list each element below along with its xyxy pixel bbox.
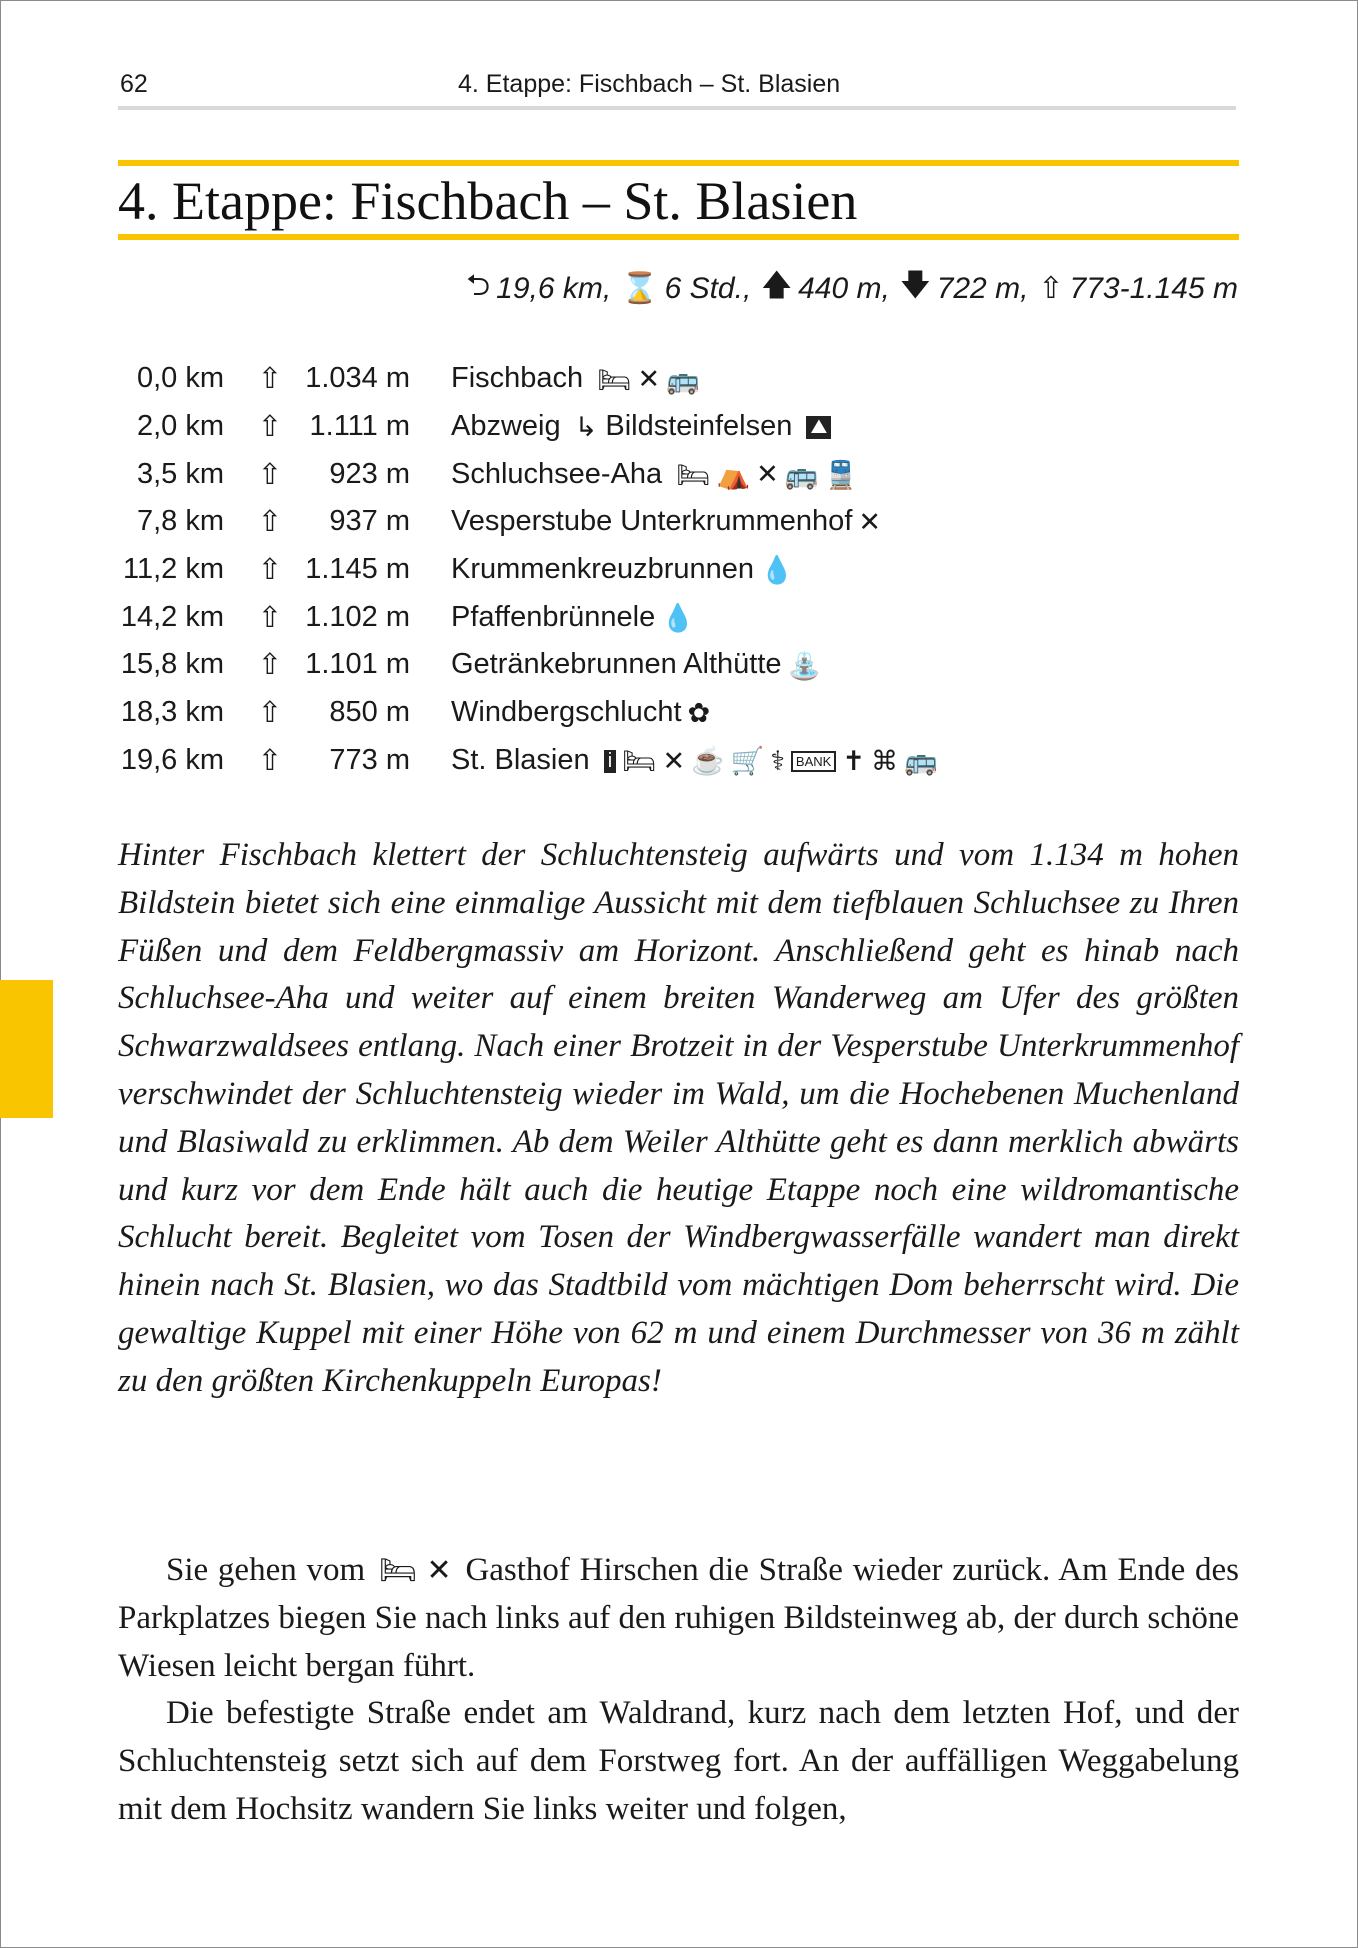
viewpoint-icon: ⛰ — [806, 416, 831, 439]
running-title: 4. Etappe: Fischbach – St. Blasien — [458, 70, 841, 98]
table-row — [118, 689, 938, 737]
place-name: Windbergschlucht — [451, 696, 682, 729]
arrow-down-icon: 🡇 — [899, 269, 931, 302]
table-row — [118, 641, 938, 689]
altitude-icon: ⇧ — [257, 697, 282, 730]
restaurant-icon: ✕ — [858, 507, 881, 538]
row-altitude: 1.034 m — [305, 362, 410, 395]
cafe-icon: ☕ — [691, 746, 725, 777]
place-name: Pfaffenbrünnele — [451, 600, 656, 633]
bed-icon: 🛏 — [597, 364, 632, 395]
place-name: Fischbach — [451, 362, 584, 395]
tent-icon: ⛺ — [716, 459, 751, 490]
train-icon: 🚆 — [824, 459, 859, 490]
row-altitude: 923 m — [329, 457, 410, 490]
row-place — [410, 403, 938, 451]
table-row — [118, 737, 938, 785]
bed-icon: 🛏 — [676, 459, 711, 490]
table-row — [118, 450, 938, 498]
restaurant-icon: ✕ — [756, 459, 779, 490]
table-row — [118, 498, 938, 546]
row-place — [410, 737, 938, 785]
flower-icon: ✿ — [687, 698, 711, 728]
row-distance: 0,0 km — [136, 362, 224, 395]
fountain-icon: ⛲ — [787, 650, 822, 681]
arrow-up-icon: 🡅 — [761, 269, 793, 302]
summary-altitude-range: 773-1.145 m — [1069, 271, 1238, 305]
summary-ascent: 440 m, — [798, 271, 890, 305]
body-text-rest: Gasthof Hirschen die Straße wieder zurück. Am Ende des Parkplatzes biegen Sie nach links auf den ruhigen Bildsteinweg ab, der durch schöne Wiesen leicht bergan führt. — [118, 1552, 1240, 1684]
bed-icon: 🛏 — [622, 746, 657, 777]
chapter-title: 4. Etappe: Fischbach – St. Blasien — [118, 171, 858, 231]
intro-paragraph: Hinter Fischbach klettert der Schluchtensteig aufwärts und vom 1.134 m hohen Bildstein bietet sich eine einmalige Aussicht mit dem tiefblauen Schluchsee zu Ihren Füßen und dem Feldbergmassiv am Horizont. Anschließend geht es hinab nach Schluchsee-Aha und weiter auf einem breiten Wanderweg am Ufer des größten Schwarzwaldsees entlang. Nach einer Brotzeit in der Vesperstube Unterkrummenhof verschwindet der Schluchtensteig wieder im Wald, um die Hochebenen Muchenland und Blasiwald zu erklimmen. Ab dem Weiler Althütte geht es dann merklich abwärts und kurz vor dem Ende hält auch die heutige Etappe noch eine wildromantische Schlucht bereit. Begleitet vom Tosen der Windbergwasserfälle wandert man direkt hinein nach St. Blasien, wo das Stadtbild vom mächtigen Dom beherrscht wird. Die gewaltige Kuppel mit einer Höhe von 62 m und einem Durchmesser von 36 m zählt zu den größten Kirchenkuppeln Europas! — [118, 837, 1239, 1399]
bus-icon: 🚌 — [784, 459, 819, 490]
body-text — [118, 1547, 1239, 1834]
table-row — [118, 546, 938, 594]
water-drop-icon: 💧 — [661, 602, 695, 633]
altitude-icon: ⇧ — [257, 649, 282, 682]
bus-icon: 🚌 — [903, 746, 938, 777]
row-distance: 3,5 km — [136, 457, 224, 490]
row-place — [410, 689, 938, 737]
restaurant-icon: ✕ — [426, 1554, 452, 1587]
row-place — [410, 593, 938, 641]
row-distance: 18,3 km — [120, 696, 224, 729]
bank-icon: BANK — [791, 751, 836, 772]
row-altitude: 1.102 m — [305, 600, 410, 633]
row-altitude: 1.145 m — [305, 553, 410, 586]
row-place — [410, 355, 938, 403]
body-paragraph — [118, 1547, 1239, 1690]
row-altitude: 1.101 m — [305, 648, 410, 681]
body-paragraph: Die befestigte Straße endet am Waldrand, kurz nach dem letzten Hof, und der Schluchtensteig setzt sich auf dem Forstweg fort. An der auffälligen Weggabelung mit dem Hochsitz wandern Sie links weiter und folgen, — [118, 1695, 1239, 1827]
place-extra: Bildsteinfelsen — [605, 410, 793, 443]
altitude-icon: ⇧ — [257, 411, 282, 444]
altitude-icon: ⇧ — [257, 554, 282, 587]
table-row — [118, 355, 938, 403]
altitude-icon: ⇧ — [257, 744, 282, 777]
summary-descent: 722 m, — [936, 271, 1029, 305]
page-number: 62 — [120, 70, 148, 98]
water-drop-icon: 💧 — [760, 555, 794, 586]
row-distance: 14,2 km — [120, 600, 224, 633]
pharmacy-icon: ⚕ — [770, 745, 785, 776]
row-place — [410, 641, 938, 689]
table-row — [118, 403, 938, 451]
row-distance: 2,0 km — [136, 410, 224, 443]
summary-duration: 6 Std., — [664, 271, 752, 305]
route-icon: ⮌ — [466, 269, 491, 302]
place-name: Krummenkreuzbrunnen — [451, 552, 755, 585]
summary-distance: 19,6 km, — [496, 271, 612, 305]
stage-summary — [466, 263, 1238, 314]
row-distance: 11,2 km — [122, 553, 224, 586]
restaurant-icon: ✕ — [662, 745, 686, 776]
altitude-icon: ⇧ — [257, 458, 282, 491]
table-row — [118, 593, 938, 641]
row-distance: 15,8 km — [120, 648, 224, 681]
chapter-title-bar — [118, 160, 1239, 240]
waypoint-table — [118, 355, 938, 784]
bus-icon: 🚌 — [666, 364, 700, 395]
place-name: Getränkebrunnen Althütte — [451, 648, 782, 681]
row-altitude: 937 m — [329, 505, 410, 538]
place-name: Vesperstube Unterkrummenhof — [451, 505, 853, 538]
row-place — [410, 450, 938, 498]
restaurant-icon: ✕ — [637, 364, 661, 395]
chapter-thumb-tab — [0, 980, 53, 1118]
body-text-start: Sie gehen vom — [166, 1552, 366, 1588]
hourglass-icon: ⌛ — [621, 272, 659, 305]
row-altitude: 1.111 m — [309, 410, 410, 443]
altitude-icon: ⇧ — [257, 601, 282, 634]
row-place — [410, 498, 938, 546]
altitude-icon: ⇧ — [257, 363, 282, 396]
place-name: Schluchsee-Aha — [451, 457, 663, 490]
altitude-icon: ⇧ — [1038, 272, 1064, 305]
sight-icon: ⌘ — [870, 745, 898, 776]
place-name: St. Blasien — [451, 743, 590, 776]
row-distance: 19,6 km — [120, 743, 224, 776]
bed-icon: 🛏 — [378, 1554, 419, 1587]
info-icon: i — [604, 750, 616, 773]
place-name: Abzweig — [451, 410, 561, 443]
altitude-icon: ⇧ — [257, 506, 282, 539]
row-place — [410, 546, 938, 594]
shopping-cart-icon: 🛒 — [730, 746, 765, 777]
turn-arrow-icon: ↳ — [574, 411, 598, 442]
row-altitude: 773 m — [329, 743, 410, 776]
row-altitude: 850 m — [329, 696, 410, 729]
doctor-icon: ✝ — [842, 745, 865, 776]
running-header — [118, 66, 1236, 110]
row-distance: 7,8 km — [136, 505, 224, 538]
